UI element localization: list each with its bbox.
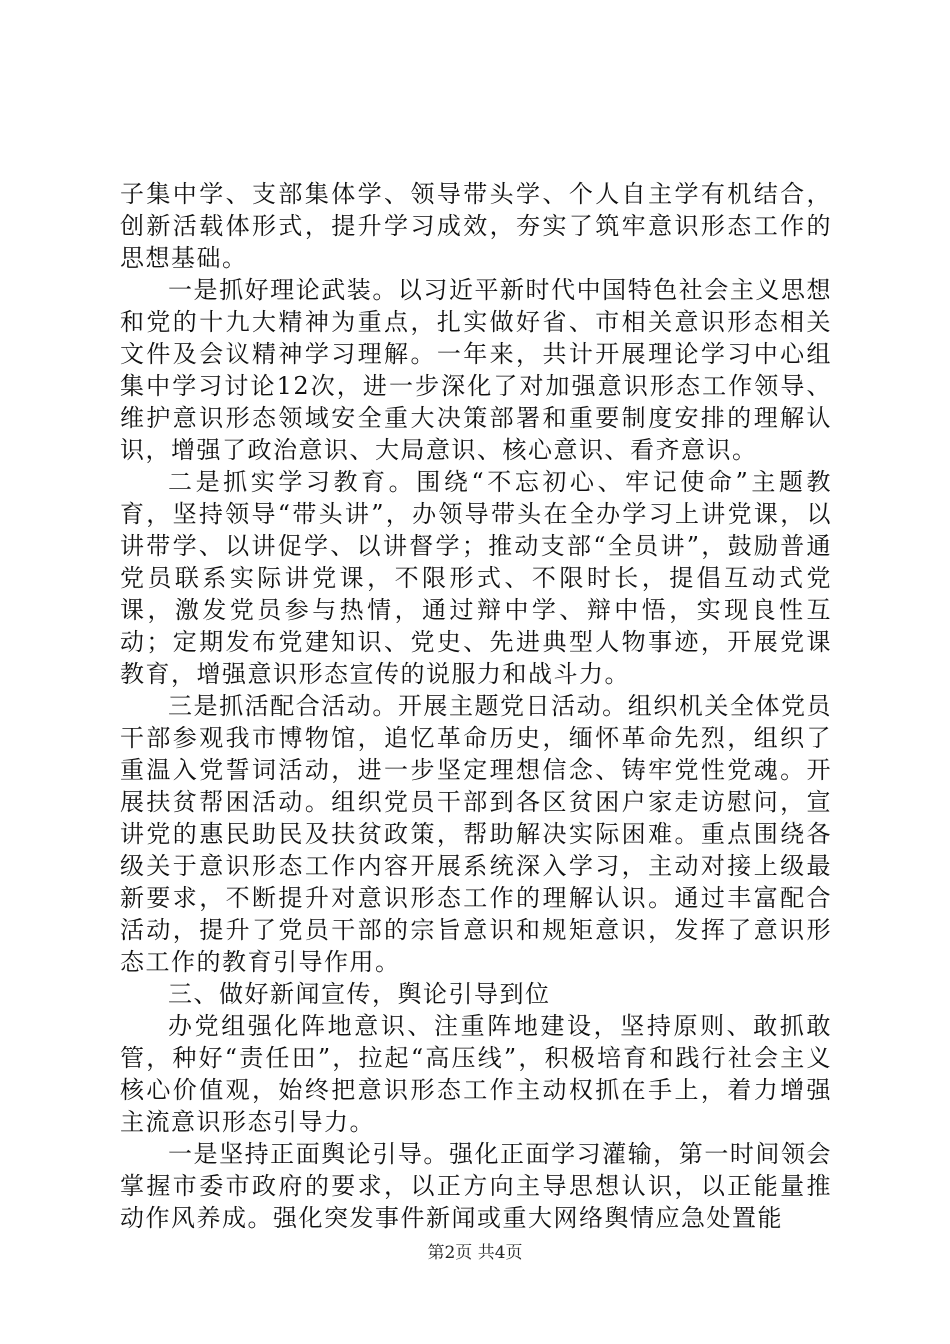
section-heading: 三、做好新闻宣传，舆论引导到位	[168, 980, 551, 1008]
page-footer: 第2页 共4页	[427, 1243, 523, 1263]
paragraph-activities: 三是抓活配合活动。开展主题党日活动。组织机关全体党员干部参观我市博物馆，追忆革命历史，缅怀革命先烈，组织了重温入党誓词活动，进一步坚定理想信念、铸牢党性党魂。开展扶贫帮困活动。组织党员干部到各区贫困户家走访慰问，宣讲党的惠民助民及扶贫政策，帮助解决实际困难。重点围绕各级关于意识形态工作内容开展系统深入学习，主动对接上级最新要求，不断提升对意识形态工作的理解认识。通过丰富配合活动，提升了党员干部的宗旨意识和规矩意识，发挥了意识形态工作的教育引导作用。	[120, 692, 832, 976]
paragraph-learning-education: 二是抓实学习教育。围绕“不忘初心、牢记使命”主题教育，坚持领导“带头讲”，办领导带头在全办学习上讲党课，以讲带学、以讲促学、以讲督学；推动支部“全员讲”，鼓励普通党员联系实际讲党课，不限形式、不限时长，提倡互动式党课，激发党员参与热情，通过辩中学、辩中悟，实现良性互动；定期发布党建知识、党史、先进典型人物事迹，开展党课教育，增强意识形态宣传的说服力和战斗力。	[120, 468, 832, 688]
document-body	[120, 178, 832, 1234]
paragraph-public-opinion: 一是坚持正面舆论引导。强化正面学习灌输，第一时间领会掌握市委市政府的要求，以正方向主导思想认识，以正能量推动作风养成。强化突发事件新闻或重大网络舆情应急处置能	[120, 1140, 832, 1232]
paragraph-position-awareness: 办党组强化阵地意识、注重阵地建设，坚持原则、敢抓敢管，种好“责任田”，拉起“高压线”，积极培育和践行社会主义核心价值观，始终把意识形态工作主动权抓在手上，着力增强主流意识形态引导力。	[120, 1012, 832, 1136]
paragraph-continued: 子集中学、支部集体学、领导带头学、个人自主学有机结合，创新活载体形式，提升学习成效，夯实了筑牢意识形态工作的思想基础。	[120, 180, 832, 272]
paragraph-theory-study: 一是抓好理论武装。以习近平新时代中国特色社会主义思想和党的十九大精神为重点，扎实做好省、市相关意识形态相关文件及会议精神学习理解。一年来，共计开展理论学习中心组集中学习讨论12次，进一步深化了对加强意识形态工作领导、维护意识形态领域安全重大决策部署和重要制度安排的理解认识，增强了政治意识、大局意识、核心意识、看齐意识。	[120, 276, 832, 464]
